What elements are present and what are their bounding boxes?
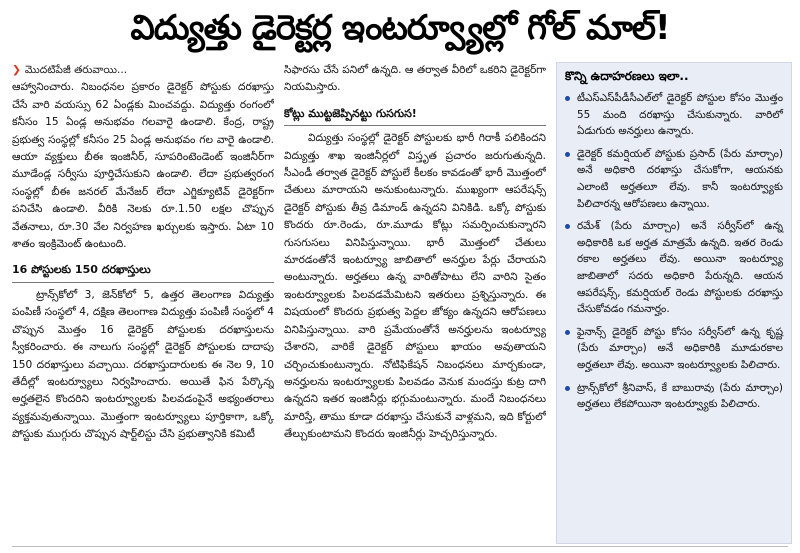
list-item-text: టీఎస్ఎస్‌పీడీసీఎల్‌లో డైరెక్టర్ పోస్టుల కోసం మొత్తం 55 మంది దరఖాస్తు చేసుకున్నారు. వారిలో ఏడుగురు అనర్హులు ఉన్నారు. bbox=[577, 92, 783, 138]
paragraph: విద్యుత్తు సంస్థల్లో డైరెక్టర్ పోస్టులకు భారీ గిరాకీ పలికిందని విద్యుత్తు శాఖ ఇంజినీర్లలో విస్తృత ప్రచారం జరుగుతున్నది. సీఎండీ తర్వాత డైరెక్టర్ పోస్టులే కీలకం కావడంతో భారీ మొత్తంలో చేతులు మారాయని అనుకుంటున్నారు. ముఖ్యంగా ఆపరేషన్స్ డైరెక్టర్ పోస్టుకు తీవ్ర డిమాండ్ ఉన్నదని వినికిడి. ఒక్కో పోస్టుకు కొందరు రూ.రెండు, రూ.మూడు కోట్లు సమర్పించుకున్నారని గుసగుసలు వినిపిస్తున్నాయి. భారీ మొత్తంలో చేతులు మారడంతోనే ఇంటర్వ్యూ జాబితాలో అనర్హుల పేర్లు చేరాయని అంటున్నారు. అర్హతలు ఉన్న వారితోపాటు లేని వారిని సైతం ఇంటర్వ్యూలకు పిలవడమేమిటని ఇతరులు ప్రశ్నిస్తున్నారు. ఈ విషయంలో కొందరు ప్రభుత్వ పెద్దల జోక్యం ఉన్నదని ఆరోపణలు వినిపిస్తున్నాయి. వారి ప్రమేయంతోనే అనర్హులను ఇంటర్వ్యూ చేశారని, వారికే డైరెక్టర్ పోస్టులు ఖాయం అవుతాయని చర్చించుకుంటున్నారు. నోటిఫికేషన్ నిబంధనలు మార్చకుండా, అనర్హులను ఇంటర్వ్యూలకు పిలవడం వెనుక మందస్తు కుట్ర దాగి ఉన్నదని ఇతర ఇంజినీర్లు భగ్గుమంటున్నారు. మందే నిబంధనలు మారిస్తే, తాము కూడా దరఖాస్తు చేసుకునే వాళ్లమని, ఇది కోర్టులో తేల్చుకుంటామని కొందరు ఇంజినీర్లు హెచ్చరిస్తున్నారు. bbox=[284, 132, 546, 441]
column-2 bbox=[284, 62, 546, 542]
list-item bbox=[565, 146, 783, 212]
bullet-icon bbox=[565, 330, 570, 335]
list-item-text: ఫైనాన్స్ డైరెక్టర్ పోస్టు కోసం సర్వీస్‌లో ఉన్న కృష్ణ (పేరు మార్చాం) అనే అధికారికి మూడురకాల అర్హతలూ లేవు. అయినా ఇంటర్వ్యూలకు పిలిచారు. bbox=[577, 325, 783, 371]
divider bbox=[12, 546, 788, 547]
examples-box bbox=[556, 62, 792, 544]
list-item bbox=[565, 380, 783, 413]
list-item bbox=[565, 218, 783, 318]
paragraph: ట్రాన్స్‌కోలో 3, జెన్‌కోలో 5, ఉత్తర తెలంగాణ విద్యుత్తు పంపిణీ సంస్థలో 4, దక్షిణ తెలంగాణ విద్యుత్తు పంపిణీ సంస్థలో 4 చొప్పున మొత్తం 16 డైరెక్టర్ పోస్టులకు దరఖాస్తులను స్వీకరించారు. ఈ నాలుగు సంస్థల్లో డైరెక్టర్ పోస్టులకు దాదాపు 150 దరఖాస్తులు వచ్చాయి. దరఖాస్తుదారులకు ఈ నెల 9, 10 తేదీల్లో ఇంటర్వ్యూలు నిర్వహించారు. అయితే ఫిన పేర్కొన్న అర్హతలైన కొందరిని ఇంటర్వ్యూలకు పిలవడంపైనే అభ్యంతరాలు వ్యక్తమవుతున్నాయి. మొత్తంగా ఇంటర్వ్యూలు పూర్తికాగా, ఒక్కో పోస్టుకు ముగ్గురు చొప్పున షార్ట్‌లిస్టు చేసి ప్రభుత్వానికి కమిటీ bbox=[12, 288, 274, 441]
headline: విద్యుత్తు డైరెక్టర్ల ఇంటర్వ్యూల్లో గోల్ మాల్! bbox=[130, 8, 670, 48]
examples-list bbox=[557, 90, 791, 413]
list-item-text: ట్రాన్స్‌కోలో శ్రీనివాస్, కే బాబురావు (పేరు మార్చాం) అర్హతలు లేకపోయినా ఇంటర్వ్యూకు పిలిచారు. bbox=[577, 381, 783, 411]
subheading: 16 పోస్టులకు 150 దరఖాస్తులు bbox=[12, 261, 274, 282]
bullet-icon bbox=[565, 152, 570, 157]
list-item bbox=[565, 324, 783, 374]
bullet-icon bbox=[565, 96, 570, 101]
examples-title: కొన్ని ఉదాహరణలు ఇలా.. bbox=[565, 69, 689, 83]
bullet-icon bbox=[565, 224, 570, 229]
list-item-text: రమేశ్ (పేరు మార్చాం) అనే సర్వీస్‌లో ఉన్న అధికారికి ఒక అర్హత మాత్రమే ఉన్నది. ఇతర రెండు రకాల అర్హతలు లేవు. అయినా ఇంటర్వ్యూ జాబితాలో సదరు అధికారి పేరున్నది. ఆయన ఆపరేషన్స్, కమర్షియల్ రెండు పోస్టులకు దరఖాస్తు చేసుకోవడం గమనార్హం. bbox=[577, 220, 783, 316]
list-item-text: డైరెక్టర్ కమర్షియల్ పోస్టుకు ప్రసాద్ (పేరు మార్చాం) అనే అధికారి దరఖాస్తు చేసుకోగా, ఆయనకు ఎలాంటి అర్హతలూ లేవు. కానీ ఇంటర్వ్యూకు పిలిచారన్న ఆరోపణలు ఉన్నాయి. bbox=[577, 147, 783, 210]
subheading: కోట్లు ముట్టజెప్పినట్టు గుసగుస! bbox=[284, 105, 546, 126]
paragraph: ఆహ్వానించారు. నిబంధనల ప్రకారం డైరెక్టర్ పోస్టుకు దరఖాస్తు చేసే వారి వయస్సు 62 ఏండ్లకు మించవద్దు. విద్యుత్తు రంగంలో కనీసం 15 ఏండ్ల అనుభవం గలవారై ఉండాలి. కేంద్ర, రాష్ట్ర ప్రభుత్వ సంస్థల్లో కనీసం 25 ఏండ్ల అనుభవం గల వారై ఉండాలి. ఆయా వ్యక్తులు బీఈ ఇంజినీర్, సూపరింటెండెంట్ ఇంజినీర్‌గా మూడేండ్ల సర్వీసు పూర్తిచేసుకుని ఉండాలి. లేదా ప్రభుత్వరంగ సంస్థల్లో బీఈ జనరల్ మేనేజర్ లేదా ఎగ్జిక్యూటివ్ డైరెక్టర్‌గా పనిచేసి ఉండాలి. వీరికి నెలకు రూ.1.50 లక్షల చొప్పున వేతనాలు, రూ.30 వేల నిర్వహణ ఖర్చులకు ఇస్తారు. ఏటా 10 శాతం ఇంక్రిమెంట్ ఉంటుంది. bbox=[12, 81, 274, 251]
paragraph: సిఫారసు చేసే పనిలో ఉన్నది. ఆ తర్వాత వీరిలో ఒకరిని డైరెక్టర్‌గా నియమిస్తారు. bbox=[284, 64, 546, 94]
continued-line bbox=[12, 62, 274, 79]
continued-label: మొదటిపేజీ తరువాయి... bbox=[24, 64, 128, 76]
column-1 bbox=[12, 62, 274, 542]
bullet-icon bbox=[565, 386, 570, 391]
chevron-right-icon: ❯ bbox=[12, 64, 21, 76]
list-item bbox=[565, 90, 783, 140]
